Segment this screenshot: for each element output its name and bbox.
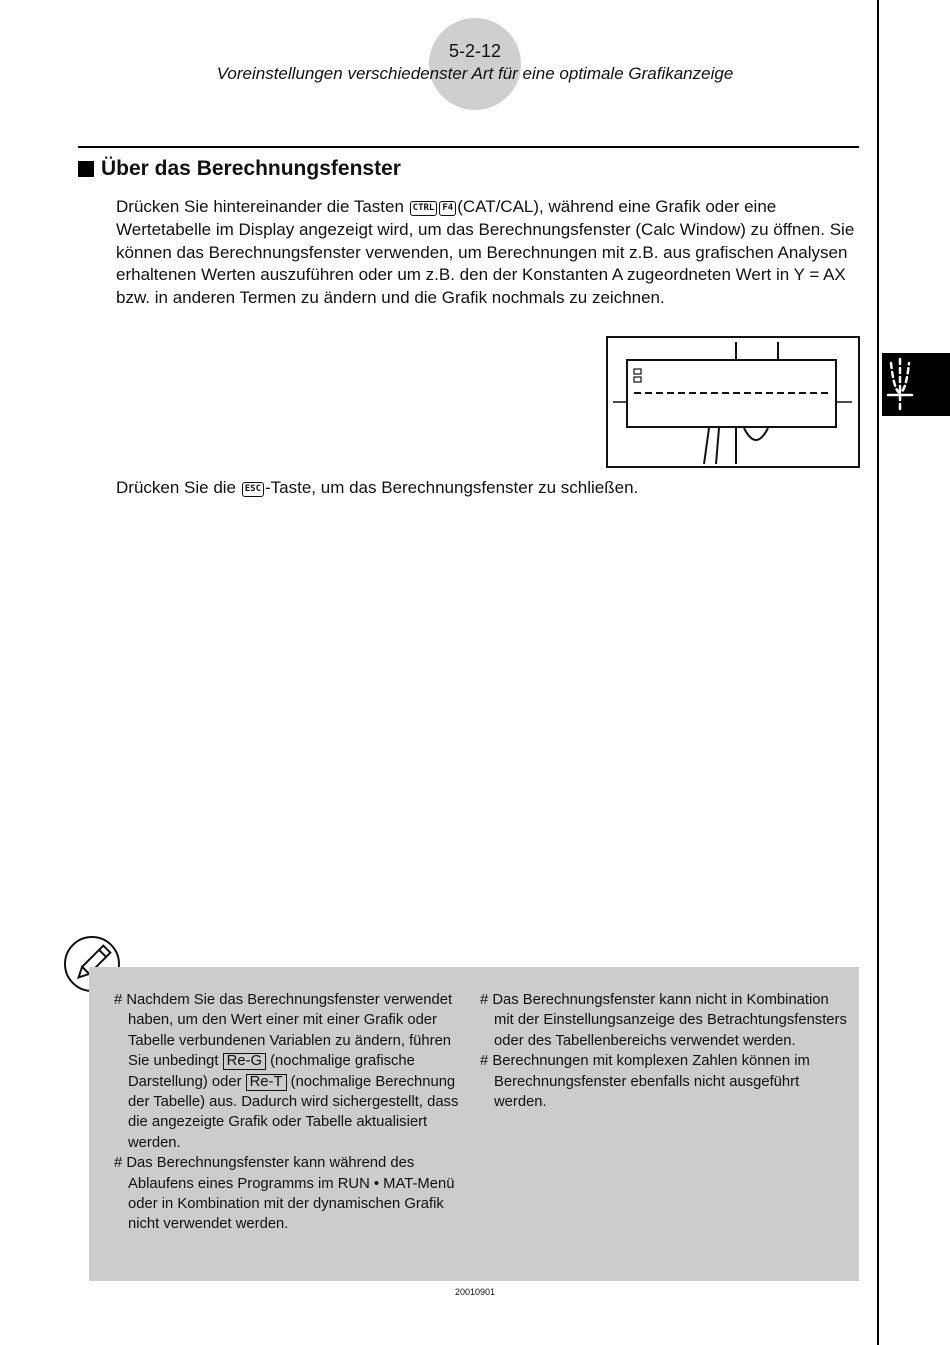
section-title: Über das Berechnungsfenster xyxy=(101,157,401,180)
note-text: # Nachdem Sie das Berechnungsfenster verwendet haben, um den Wert einer mit einer Grafik oder Tabelle verbundenen Variablen zu ändern, führen Sie unbedingt xyxy=(114,992,453,1070)
note-item: # Berechnungen mit komplexen Zahlen können im Berechnungsfenster ebenfalls nicht ausgeführt werden. xyxy=(480,1053,810,1111)
heading-bullet xyxy=(78,161,94,177)
esc-key-icon: ESC xyxy=(242,482,264,497)
f4-key-icon: F4 xyxy=(439,201,456,216)
notes-right-column xyxy=(480,990,850,1112)
note-text: (nochmalige Berechnung der Tabelle) aus. Dadurch wird sichergestellt, dass die angezeigte Grafik oder Tabelle aktualisiert werden. xyxy=(128,1073,459,1151)
note-text: (nochmalige grafische Darstellung) oder xyxy=(128,1053,415,1090)
close-instruction-intro: Drücken Sie die xyxy=(116,478,237,497)
page-subtitle: Voreinstellungen verschiedenster Art für eine optimale Grafikanzeige xyxy=(216,64,734,83)
paragraph-rest: (CAT/CAL), während eine Grafik oder eine Wertetabelle im Display angezeigt wird, um das Berechnungsfenster (Calc Window) zu öffnen. Sie können das Berechnungsfenster verwenden, um Berechnungen mit z.B. aus grafischen Analysen erhaltenen Werten auszuführen oder um z.B. den der Konstanten A zugeordneten Wert in Y = AX bzw. in anderen Termen zu ändern und die Grafik nochmals zu zeichnen. xyxy=(116,197,855,308)
right-margin-rule xyxy=(877,0,879,1345)
note-item xyxy=(114,990,469,1153)
footer-code: 20010901 xyxy=(454,1287,496,1297)
section-divider xyxy=(78,146,859,148)
re-t-key: Re-T xyxy=(246,1074,287,1091)
ctrl-key-icon: CTRL xyxy=(410,201,438,216)
note-item: # Das Berechnungsfenster kann während des Ablaufens eines Programms im RUN • MAT-Menü oder in Kombination mit der dynamischen Grafik nicht verwendet werden. xyxy=(114,1155,455,1233)
calc-window-screenshot xyxy=(608,338,858,466)
graph-chapter-icon xyxy=(882,353,950,416)
notes-left-column xyxy=(114,990,469,1235)
re-g-key: Re-G xyxy=(223,1053,266,1070)
close-instruction xyxy=(116,478,638,498)
close-instruction-rest: -Taste, um das Berechnungsfenster zu schließen. xyxy=(265,478,639,497)
section-heading xyxy=(78,157,401,181)
note-item: # Das Berechnungsfenster kann nicht in Kombination mit der Einstellungsanzeige des Betrachtungsfensters oder des Tabellenbereichs verwendet werden. xyxy=(480,992,847,1049)
body-paragraph xyxy=(116,196,866,310)
paragraph-intro: Drücken Sie hintereinander die Tasten xyxy=(116,197,404,216)
chapter-tab xyxy=(882,353,950,416)
page-number: 5-2-12 xyxy=(448,41,502,61)
calculator-screen xyxy=(606,336,860,468)
